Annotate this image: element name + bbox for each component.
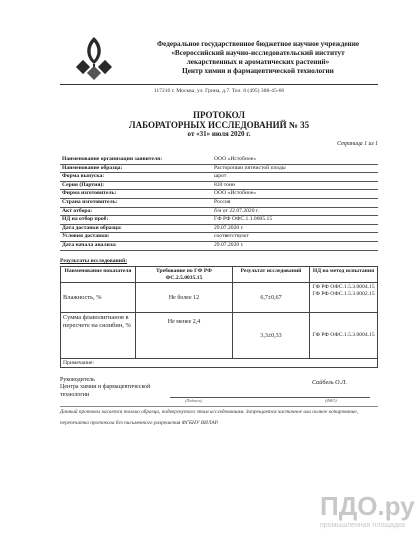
info-key: Акт отбора: (60, 207, 212, 216)
name-caption: (ФИО) (325, 398, 337, 403)
requirement-value: Не менее 2,4 (136, 313, 233, 359)
note-label: Примечание: (61, 359, 378, 368)
info-value: 29.07.2020 г. (212, 224, 378, 233)
signatory-name: Сайбель О.Л. (312, 379, 347, 386)
role-line: Центра химии и фармацевтической (60, 384, 151, 391)
watermark-logo (318, 485, 416, 537)
info-value: б/н от 22.07.2020 г. (212, 207, 378, 216)
org-line: Центр химии и фармацевтической технологии (182, 67, 334, 75)
info-key: Условия доставки: (60, 233, 212, 242)
info-row (60, 198, 378, 207)
info-row (60, 233, 378, 242)
org-line: «Всероссийский научно-исследовательский институт (171, 49, 345, 57)
info-value: ООО «Истобное» (212, 190, 378, 199)
info-key: Страна изготовитель: (60, 198, 212, 207)
info-row (60, 181, 378, 190)
info-key: Наименование организации заявителя: (60, 156, 212, 164)
sample-info-table (60, 156, 378, 251)
info-row (60, 241, 378, 250)
org-line: лекарственных и ароматических растений» (186, 58, 330, 66)
signature-caption: (Подпись) (185, 398, 203, 403)
method-reference: ГФ РФ ОФС.1.5.3.0004.15 (310, 313, 378, 359)
watermark-brand: ПДО.ру (320, 491, 415, 521)
address-line: 117216 г. Москва, ул. Грина, д.7. Тел. 8 (495) 388-45-66 (153, 88, 285, 94)
info-key: Фирма изготовитель: (60, 190, 212, 199)
organization-header (118, 40, 398, 76)
table-row (61, 283, 378, 313)
info-key: Серия (Партия): (60, 181, 212, 190)
signatory-role (60, 377, 150, 399)
title-line-1: ПРОТОКОЛ (193, 110, 245, 120)
info-row (60, 224, 378, 233)
info-key: Форма выпуска: (60, 173, 212, 182)
column-header: НД на метод испытания (310, 267, 378, 283)
info-value: Расторопши пятнистой плоды (212, 164, 378, 173)
info-value: соответствуют (212, 233, 378, 242)
result-value: 3,3±0,33 (233, 313, 310, 359)
title-line-2: ЛАБОРАТОРНЫХ ИССЛЕДОВАНИЙ № 35 (128, 120, 310, 130)
info-row (60, 190, 378, 199)
info-value: шрот (212, 173, 378, 182)
info-value: ГФ РФ ОФС.1.1.0005.15 (212, 216, 378, 225)
info-value: ООО «Истобное» (212, 156, 378, 164)
org-line: Федеральное государственное бюджетное научное учреждение (156, 40, 360, 48)
info-row (60, 207, 378, 216)
protocol-date: от «31» июля 2020 г. (187, 130, 251, 138)
result-value: 6,7±0,67 (233, 283, 310, 313)
column-header: Наименование показателя (61, 267, 136, 283)
results-header-row (61, 267, 378, 283)
role-line: Руководитель (60, 377, 95, 383)
info-row (60, 216, 378, 225)
indicator-name: Сумма флаволигнанов в пересчете на силибин, % (61, 313, 136, 359)
page-number: Страница 1 из 1 (337, 141, 378, 147)
info-key: НД на отбор проб: (60, 216, 212, 225)
document-title (60, 110, 378, 130)
info-key: Дата начала анализа: (60, 241, 212, 250)
info-value: 830 тонн (212, 181, 378, 190)
column-header: Результат исследований (233, 267, 310, 283)
note-row (61, 359, 378, 368)
watermark-tagline: промышленная площадка (320, 522, 406, 529)
header-divider (60, 84, 378, 85)
indicator-name: Влажность, % (61, 283, 136, 313)
info-row (60, 173, 378, 182)
results-label: Результаты исследований: (60, 258, 128, 264)
table-row (61, 313, 378, 359)
requirement-value: Не более 12 (136, 283, 233, 313)
info-key: Дата доставки образца: (60, 224, 212, 233)
institute-logo-icon (72, 34, 116, 80)
copy-restriction-notice: Данный протокол касается только образца, подвергнутого этим исследованиям. Запрещается частичное или полное копирование, перепечатка протокола без письменного разрешения ФГБНУ ВИЛАР. (60, 406, 378, 429)
info-key: Наименование образца: (60, 164, 212, 173)
column-header: Требование по ГФ РФ ФС.2.5.0035.15 (136, 267, 233, 283)
info-row (60, 156, 378, 164)
info-row (60, 164, 378, 173)
info-value: 29.07.2020 г. (212, 241, 378, 250)
method-reference: ГФ РФ ОФС.1.5.3.0004.15 ГФ РФ ОФС.1.5.3.0002.15 (310, 283, 378, 313)
results-table (60, 266, 378, 368)
info-value: Россия (212, 198, 378, 207)
role-line: технологии (60, 391, 90, 398)
